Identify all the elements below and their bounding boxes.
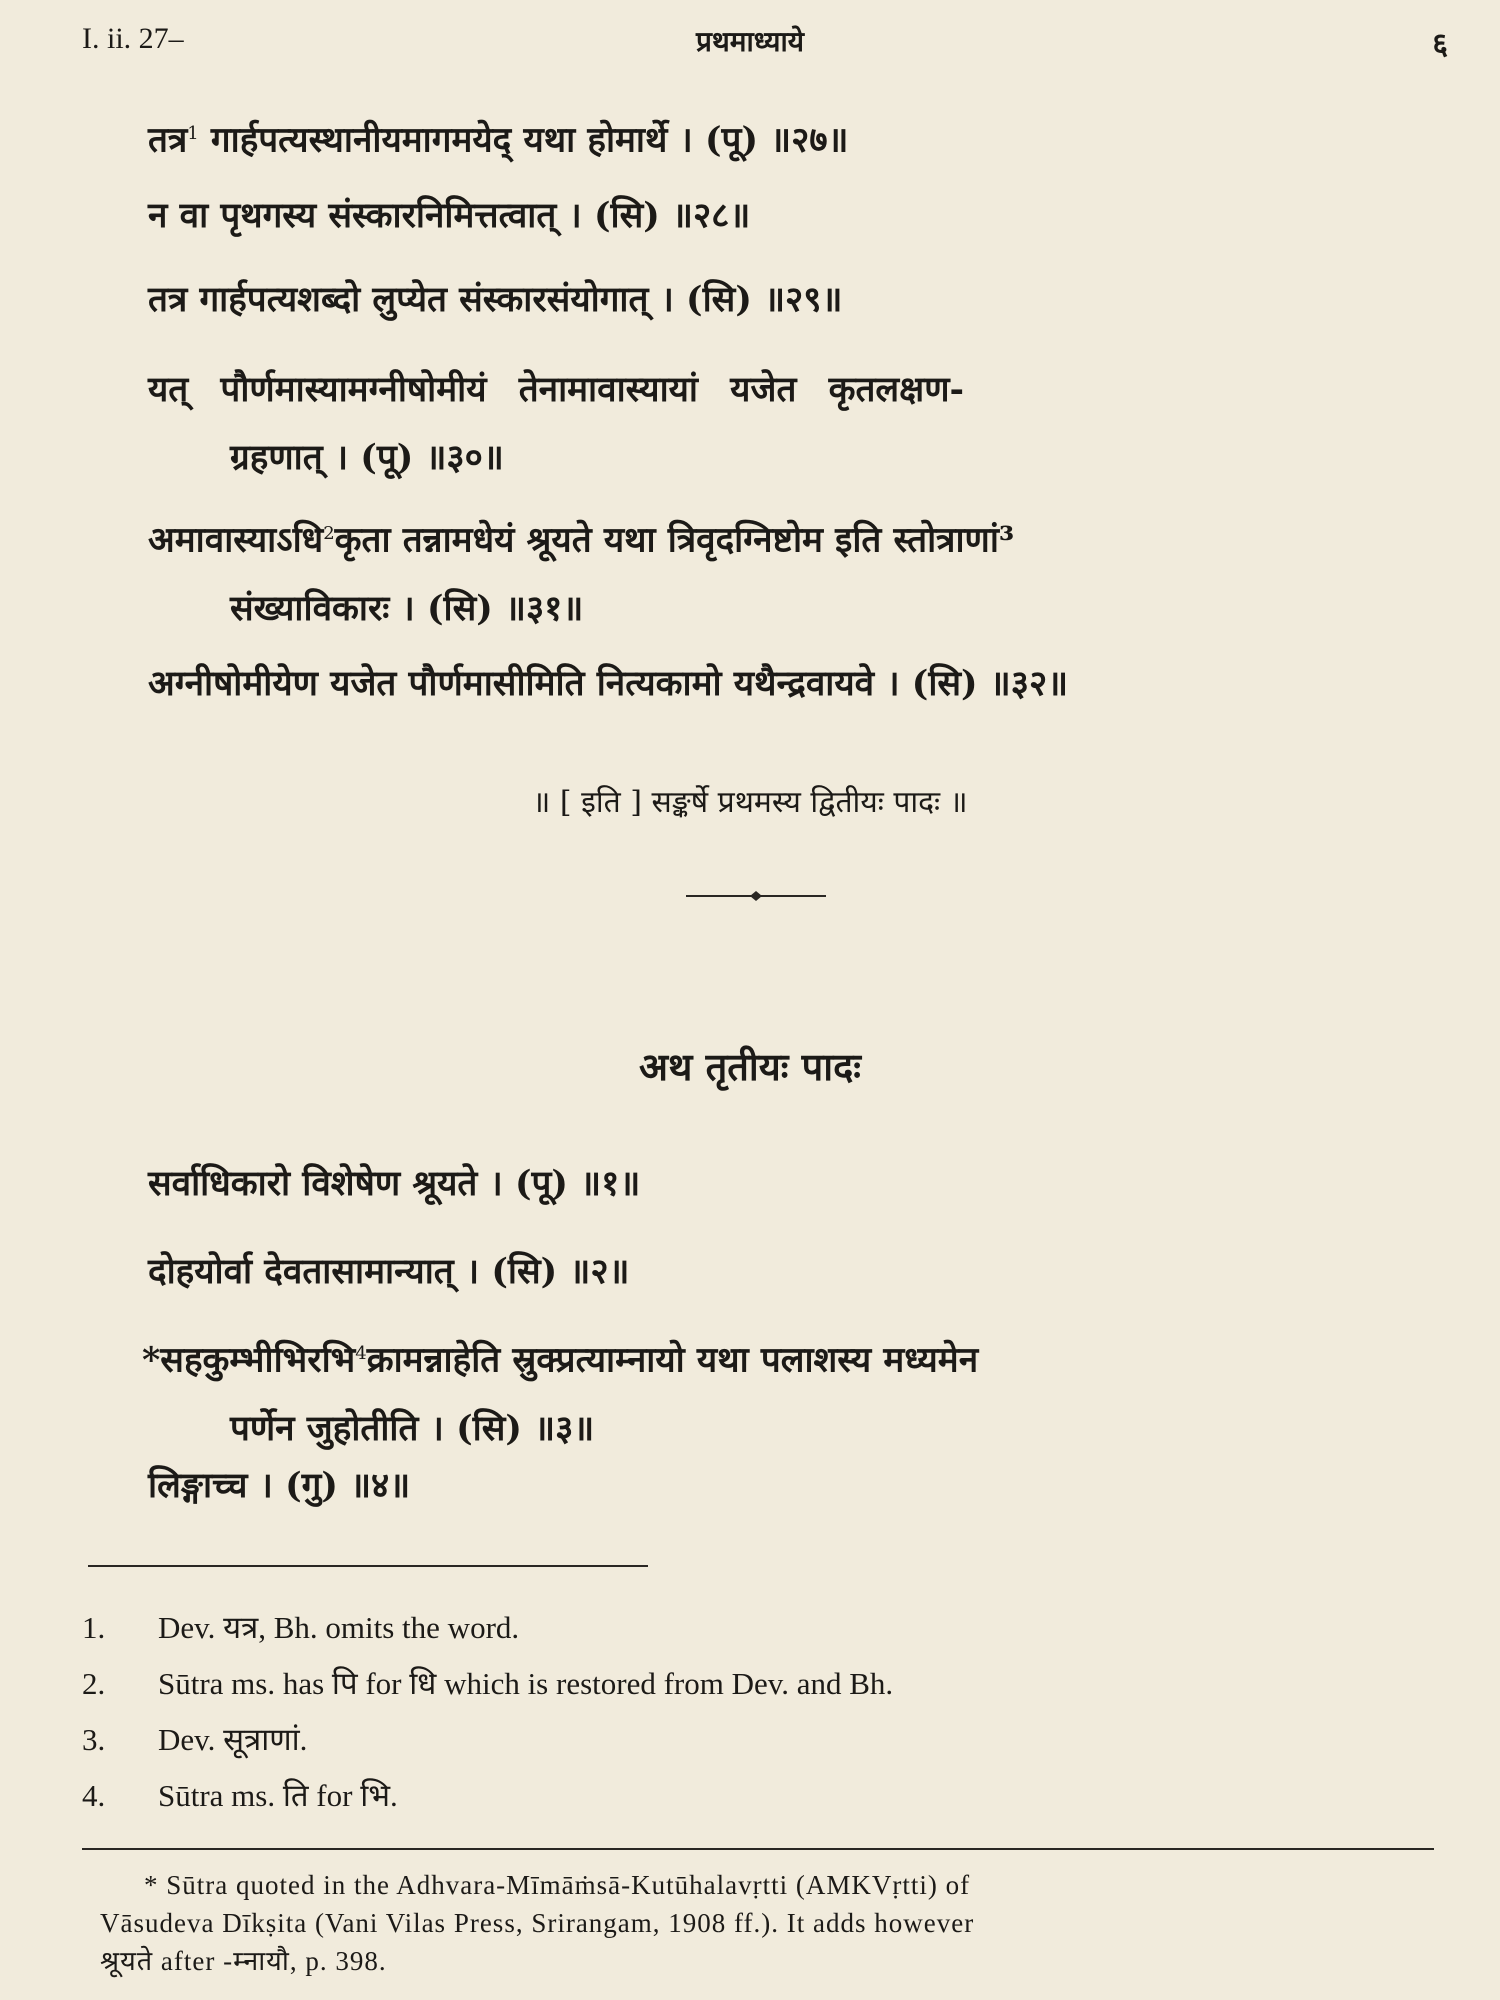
sutra-1: सर्वाधिकारो विशेषेण श्रूयते । (पू) ॥१॥ [148, 1163, 641, 1204]
sutra-29: तत्र गार्हपत्यशब्दो लुप्येत संस्कारसंयोगात् । (सि) ॥२९॥ [148, 279, 843, 320]
sutra-3: *सहकुम्भीभिरभि$^4$क्रामन्नाहेति स्रुक्प्रत्याम्नायो यथा पलाशस्य मध्यमेन पर्णेन जुहोतीति । (सि) ॥३॥ [142, 1339, 979, 1449]
colophon: ॥ [ इति ] सङ्कर्षे प्रथमस्य द्वितीयः पादः ॥ [532, 785, 968, 820]
sutra-27: तत्र$^1$ गार्हपत्यस्थानीयमागमयेद् यथा होमार्थे । (पू) ॥२७॥ [148, 119, 849, 161]
ornament-divider [686, 890, 826, 902]
sutra-2: दोहयोर्वा देवतासामान्यात् । (सि) ॥२॥ [148, 1251, 630, 1292]
sutra-4: लिङ्गाच्च । (गु) ॥४॥ [148, 1465, 411, 1506]
note-item: 1. Dev. यत्र, Bh. omits the word. [82, 1610, 520, 1645]
footnote-ref: 4 [355, 1343, 367, 1364]
critical-notes [82, 1600, 893, 1824]
footnote-separator [82, 1848, 1434, 1850]
asterisk-footnote: * Sūtra quoted in the Adhvara-Mīmāṁsā-Kutūhalavṛtti (AMKVṛtti) of Vāsudeva Dīkṣita (Vani Vilas Press, Srirangam, 1908 ff.). It adds however श्रूयते after -म्नायौ, p. 398. [100, 1870, 975, 1976]
sutra-28: न वा पृथगस्य संस्कारनिमित्तत्वात् । (सि) ॥२८॥ [148, 195, 751, 236]
sutra-30: यत् पौर्णमास्यामग्नीषोमीयं तेनामावास्यायां यजेत कृतलक्षण- ग्रहणात् । (पू) ॥३०॥ [148, 369, 965, 478]
footnote-ref: 2 [323, 523, 335, 544]
note-item: 4. Sūtra ms. ति for भि. [82, 1778, 398, 1813]
notes-separator [88, 1565, 648, 1567]
footnote-ref: 1 [187, 123, 199, 144]
sutra-31: अमावास्याऽधि$^2$कृता तन्नामधेयं श्रूयते यथा त्रिवृदग्निष्टोम इति स्तोत्राणां³ संख्याविकारः । (सि) ॥३१॥ [148, 519, 1015, 629]
section-heading: अथ तृतीयः पादः [639, 1044, 861, 1089]
page-number: ६ [1432, 27, 1448, 62]
running-head-left: I. ii. 27– [82, 22, 184, 55]
running-head-title: प्रथमाध्याये [695, 25, 805, 58]
note-item: 3. Dev. सूत्राणां. [82, 1722, 308, 1757]
note-item: 2. Sūtra ms. has पि for धि which is restored from Dev. and Bh. [82, 1666, 894, 1701]
sutra-32: अग्नीषोमीयेण यजेत पौर्णमासीमिति नित्यकामो यथैन्द्रवायवे । (सि) ॥३२॥ [148, 663, 1069, 704]
